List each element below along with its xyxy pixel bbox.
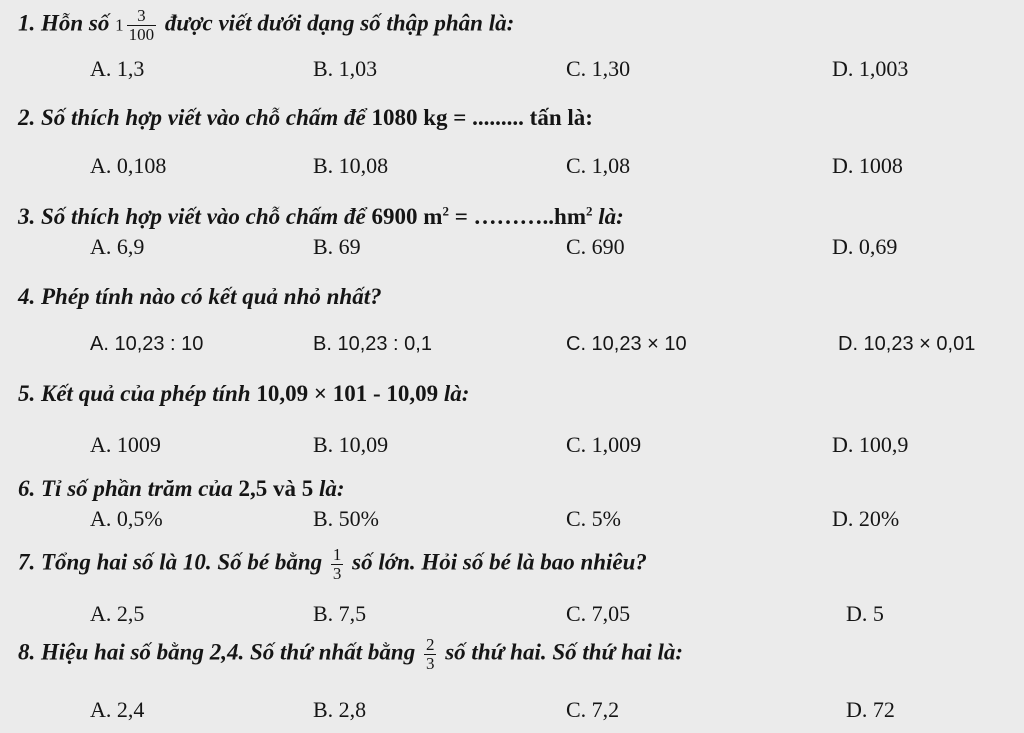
question-6-option-d: D. 20%: [832, 506, 900, 531]
question-6-prefix: 6. Tỉ số phần trăm của: [18, 476, 239, 501]
question-4: [18, 285, 382, 308]
question-4-option-d: D. 10,23 × 0,01: [838, 333, 976, 355]
question-8-fraction-denominator: 3: [425, 654, 435, 673]
question-2-option-a: A. 0,108: [90, 153, 167, 178]
question-8-prefix: 8. Hiệu hai số bằng 2,4. Số thứ nhất bằng: [18, 639, 421, 665]
question-8-option-a: A. 2,4: [90, 697, 145, 722]
question-2: [18, 106, 593, 129]
question-2-option-b: B. 10,08: [313, 153, 389, 178]
question-7-fraction-denominator: 3: [332, 564, 342, 583]
question-1-fraction-denominator: 100: [128, 25, 155, 44]
question-3-expression-b: = ………..hm: [448, 204, 586, 229]
question-8-option-b: B. 2,8: [313, 697, 367, 722]
question-6-option-c: C. 5%: [566, 506, 621, 531]
question-5-suffix: là:: [438, 381, 470, 406]
question-5-prefix: 5. Kết quả của phép tính: [18, 381, 257, 406]
question-8: [18, 636, 683, 672]
question-1-option-a: A. 1,3: [90, 56, 145, 81]
question-3-suffix: là:: [592, 204, 624, 229]
question-2-prefix: 2. Số thích hợp viết vào chỗ chấm để: [18, 105, 372, 130]
question-6: [18, 477, 345, 500]
question-7-fraction-numerator: 1: [332, 545, 342, 564]
question-8-option-d: D. 72: [846, 697, 895, 722]
question-6-expression-a: 2,5: [238, 476, 268, 501]
question-8-fraction: [424, 636, 437, 672]
question-3: [18, 205, 624, 228]
question-3-option-c: C. 690: [566, 234, 625, 259]
question-1-mixed-whole: 1: [115, 15, 124, 35]
question-2-option-c: C. 1,08: [566, 153, 631, 178]
question-7-option-c: C. 7,05: [566, 601, 631, 626]
question-5-expression: 10,09 × 101 - 10,09: [256, 381, 439, 406]
question-7-option-b: B. 7,5: [313, 601, 367, 626]
question-8-fraction-numerator: 2: [425, 635, 435, 654]
question-6-mid: và: [267, 476, 302, 501]
question-3-option-a: A. 6,9: [90, 234, 145, 259]
question-4-option-b: B. 10,23 : 0,1: [313, 333, 432, 355]
question-8-suffix: số thứ hai. Số thứ hai là:: [439, 639, 684, 665]
question-5-option-a: A. 1009: [90, 432, 161, 457]
question-1-option-d: D. 1,003: [832, 56, 909, 81]
question-6-suffix: là:: [313, 476, 345, 501]
question-7-prefix: 7. Tổng hai số là 10. Số bé bằng: [18, 549, 328, 575]
question-5-option-b: B. 10,09: [313, 432, 389, 457]
question-1-fraction-numerator: 3: [127, 7, 157, 26]
question-3-superscript-a: 2: [442, 203, 449, 219]
question-3-option-b: B. 69: [313, 234, 361, 259]
question-3-superscript-b: 2: [586, 203, 593, 219]
question-6-option-a: A. 0,5%: [90, 506, 163, 531]
question-2-expression: 1080 kg = .........: [371, 105, 530, 130]
question-1-option-b: B. 1,03: [313, 56, 378, 81]
question-1-option-c: C. 1,30: [566, 56, 631, 81]
question-3-expression-a: 6900 m: [371, 204, 443, 229]
question-1-suffix: được viết dưới dạng số thập phân là:: [159, 10, 515, 36]
question-7-option-a: A. 2,5: [90, 601, 145, 626]
question-1-prefix: 1. Hỗn số: [18, 10, 110, 36]
question-1-fraction: [127, 7, 157, 43]
question-3-option-d: D. 0,69: [832, 234, 898, 259]
question-8-option-c: C. 7,2: [566, 697, 620, 722]
question-5: [18, 382, 469, 405]
question-3-prefix: 3. Số thích hợp viết vào chỗ chấm để: [18, 204, 372, 229]
question-2-option-d: D. 1008: [832, 153, 903, 178]
question-6-expression-b: 5: [301, 476, 314, 501]
question-4-prefix: 4. Phép tính nào có kết quả nhỏ nhất?: [18, 284, 382, 309]
question-7-suffix: số lớn. Hỏi số bé là bao nhiêu?: [346, 549, 647, 575]
question-7-option-d: D. 5: [846, 601, 884, 626]
question-2-suffix: tấn là:: [529, 105, 593, 130]
question-5-option-c: C. 1,009: [566, 432, 642, 457]
question-7-fraction: [331, 546, 344, 582]
question-4-option-a: A. 10,23 : 10: [90, 333, 204, 355]
question-6-option-b: B. 50%: [313, 506, 379, 531]
question-4-option-c: C. 10,23 × 10: [566, 333, 687, 355]
question-5-option-d: D. 100,9: [832, 432, 909, 457]
question-7: [18, 546, 647, 582]
question-1: [18, 7, 514, 43]
